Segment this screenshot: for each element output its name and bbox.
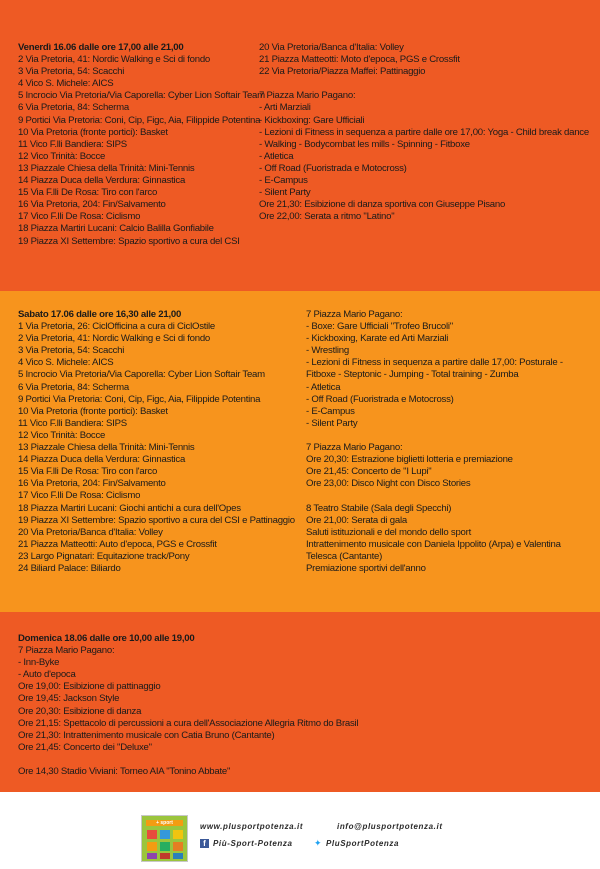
list-item: 11 Vico F.lli Bandiera: SIPS xyxy=(18,417,127,429)
email-link[interactable]: info@plusportpotenza.it xyxy=(337,822,443,831)
list-item: Ore 21,00: Serata di gala xyxy=(306,514,407,526)
list-item: - Kickboxing: Gare Ufficiali xyxy=(259,114,365,126)
list-item: Premiazione sportivi dell'anno xyxy=(306,562,426,574)
friday-left-column xyxy=(18,42,265,248)
plusport-logo xyxy=(141,815,188,862)
friday-right-column xyxy=(259,42,589,223)
block-title: 7 Piazza Mario Pagano: xyxy=(259,90,356,102)
list-item: 2 Via Pretoria, 41: Nordic Walking e Sci di fondo xyxy=(18,333,210,345)
spacer xyxy=(306,430,588,442)
sunday-column xyxy=(18,633,358,778)
list-item: 10 Via Pretoria (fronte portici): Basket xyxy=(18,405,168,417)
list-item: 3 Via Pretoria, 54: Scacchi xyxy=(18,66,125,78)
list-item: 20 Via Pretoria/Banca d'Italia: Volley xyxy=(259,42,404,53)
list-item: - Wrestling xyxy=(306,345,349,357)
list-item: - Lezioni di Fitness in sequenza a partire dalle 17,00: Posturale - xyxy=(306,357,563,369)
list-item: 19 Piazza XI Settembre: Spazio sportivo a cura del CSI xyxy=(18,235,240,247)
saturday-right-column xyxy=(306,309,588,575)
list-item: 10 Via Pretoria (fronte portici): Basket xyxy=(18,126,168,138)
list-item: 5 Incrocio Via Pretoria/Via Caporella: Cyber Lion Softair Team xyxy=(18,369,265,381)
list-item: - Silent Party xyxy=(306,417,358,429)
list-item: Ore 14,30 Stadio Viviani: Torneo AIA "Tonino Abbate" xyxy=(18,766,231,778)
friday-heading: Venerdì 16.06 dalle ore 17,00 alle 21,00 xyxy=(18,42,184,53)
list-item: 15 Via F.lli De Rosa: Tiro con l'arco xyxy=(18,466,158,478)
list-item: - Lezioni di Fitness in sequenza a partire dalle ore 17,00: Yoga - Child break dance xyxy=(259,126,589,138)
list-item: 14 Piazza Duca della Verdura: Ginnastica xyxy=(18,175,186,187)
list-item: Ore 19,45: Jackson Style xyxy=(18,693,120,705)
list-item: Ore 21,15: Spettacolo di percussioni a cura dell'Associazione Allegria Ritmo do Brasil xyxy=(18,717,359,729)
block-title: 7 Piazza Mario Pagano: xyxy=(18,645,115,657)
list-item: - Arti Marziali xyxy=(259,102,311,114)
list-item: 6 Via Pretoria, 84: Scherma xyxy=(18,102,129,114)
list-item: 22 Via Pretoria/Piazza Maffei: Pattinaggio xyxy=(259,66,426,78)
list-item: 18 Piazza Martiri Lucani: Calcio Balilla Gonfiabile xyxy=(18,223,214,235)
list-item: 17 Vico F.lli De Rosa: Ciclismo xyxy=(18,490,141,502)
list-item: 17 Vico F.lli De Rosa: Ciclismo xyxy=(18,211,141,223)
facebook-link[interactable]: Più-Sport-Potenza xyxy=(213,839,293,848)
twitter-icon: ✦ xyxy=(314,838,322,848)
list-item: 13 Piazzale Chiesa della Trinità: Mini-Tennis xyxy=(18,162,195,174)
list-item: 12 Vico Trinità: Bocce xyxy=(18,150,106,162)
list-item: - Kickboxing, Karate ed Arti Marziali xyxy=(306,333,449,345)
list-item: 14 Piazza Duca della Verdura: Ginnastica xyxy=(18,454,186,466)
list-item: - Off Road (Fuoristrada e Motocross) xyxy=(306,393,454,405)
list-item: 19 Piazza XI Settembre: Spazio sportivo a cura del CSI e Pattinaggio xyxy=(18,514,295,526)
list-item: Ore 21,45: Concerto de "I Lupi" xyxy=(306,466,432,478)
list-item: - Auto d'epoca xyxy=(18,669,76,681)
list-item: Intrattenimento musicale con Daniela Ippolito (Arpa) e Valentina xyxy=(306,538,561,550)
list-item: Fitboxe - Steptonic - Jumping - Total training - Zumba xyxy=(306,369,519,381)
list-item: 5 Incrocio Via Pretoria/Via Caporella: Cyber Lion Softair Team xyxy=(18,90,265,102)
list-item: 1 Via Pretoria, 26: CiclOfficina a cura di CiclOstile xyxy=(18,321,216,333)
list-item: 9 Portici Via Pretoria: Coni, Cip, Figc, Aia, Filippide Potentina xyxy=(18,393,261,405)
list-item: - E-Campus xyxy=(259,175,308,187)
logo-text: + sport xyxy=(146,820,183,826)
list-item: 18 Piazza Martiri Lucani: Giochi antichi a cura dell'Opes xyxy=(18,502,241,514)
list-item: - Atletica xyxy=(259,150,294,162)
list-item: - Off Road (Fuoristrada e Motocross) xyxy=(259,162,407,174)
list-item: Ore 20,30: Estrazione biglietti lotteria e premiazione xyxy=(306,454,513,466)
list-item: Ore 21,30: Intrattenimento musicale con Catia Bruno (Cantante) xyxy=(18,729,275,741)
list-item: 2 Via Pretoria, 41: Nordic Walking e Sci di fondo xyxy=(18,54,210,66)
list-item: Saluti istituzionali e del mondo dello sport xyxy=(306,526,471,538)
list-item: Ore 22,00: Serata a ritmo "Latino" xyxy=(259,211,395,223)
list-item: 21 Piazza Matteotti: Moto d'epoca, PGS e Crossfit xyxy=(259,54,460,66)
list-item: 23 Largo Pignatari: Equitazione track/Pony xyxy=(18,550,190,562)
spacer xyxy=(18,754,358,766)
spacer xyxy=(306,490,588,502)
friday-section xyxy=(0,0,600,291)
list-item: Telesca (Cantante) xyxy=(306,550,383,562)
twitter-link[interactable]: PluSportPotenza xyxy=(326,839,400,848)
list-item: Ore 21,45: Concerto dei "Deluxe" xyxy=(18,741,152,753)
list-item: 13 Piazzale Chiesa della Trinità: Mini-Tennis xyxy=(18,442,195,454)
list-item: 4 Vico S. Michele: AICS xyxy=(18,357,114,369)
list-item: Ore 23,00: Disco Night con Disco Stories xyxy=(306,478,471,490)
list-item: 16 Via Pretoria, 204: Fin/Salvamento xyxy=(18,199,166,211)
list-item: Ore 21,30: Esibizione di danza sportiva con Giuseppe Pisano xyxy=(259,199,506,211)
list-item: 3 Via Pretoria, 54: Scacchi xyxy=(18,345,125,357)
block-title: 7 Piazza Mario Pagano: xyxy=(306,309,403,320)
list-item: 9 Portici Via Pretoria: Coni, Cip, Figc, Aia, Filippide Potentina xyxy=(18,114,261,126)
list-item: 6 Via Pretoria, 84: Scherma xyxy=(18,381,129,393)
list-item: - Atletica xyxy=(306,381,341,393)
list-item: Ore 19,00: Esibizione di pattinaggio xyxy=(18,681,161,693)
sunday-heading: Domenica 18.06 dalle ore 10,00 alle 19,00 xyxy=(18,633,195,644)
spacer xyxy=(259,78,589,90)
list-item: 15 Via F.lli De Rosa: Tiro con l'arco xyxy=(18,187,158,199)
list-item: - Inn-Byke xyxy=(18,657,60,669)
list-item: 24 Biliard Palace: Biliardo xyxy=(18,562,121,574)
facebook-icon: f xyxy=(200,839,209,848)
block-title: 7 Piazza Mario Pagano: xyxy=(306,442,403,454)
list-item: 12 Vico Trinità: Bocce xyxy=(18,429,106,441)
website-link[interactable]: www.plusportpotenza.it xyxy=(200,822,304,831)
list-item: 20 Via Pretoria/Banca d'Italia: Volley xyxy=(18,526,163,538)
saturday-heading: Sabato 17.06 dalle ore 16,30 alle 21,00 xyxy=(18,309,182,320)
list-item: - Boxe: Gare Ufficiali "Trofeo Brucoli" xyxy=(306,321,453,333)
list-item: 4 Vico S. Michele: AICS xyxy=(18,78,114,90)
list-item: 11 Vico F.lli Bandiera: SIPS xyxy=(18,138,127,150)
saturday-left-column xyxy=(18,309,295,575)
footer xyxy=(0,813,600,869)
list-item: 16 Via Pretoria, 204: Fin/Salvamento xyxy=(18,478,166,490)
list-item: Ore 20,30: Esibizione di danza xyxy=(18,705,142,717)
list-item: 21 Piazza Matteotti: Auto d'epoca, PGS e Crossfit xyxy=(18,538,217,550)
list-item: - E-Campus xyxy=(306,405,355,417)
block-title: 8 Teatro Stabile (Sala degli Specchi) xyxy=(306,502,452,514)
list-item: - Silent Party xyxy=(259,187,311,199)
list-item: - Walking - Bodycombat les mills - Spinning - Fitboxe xyxy=(259,138,470,150)
